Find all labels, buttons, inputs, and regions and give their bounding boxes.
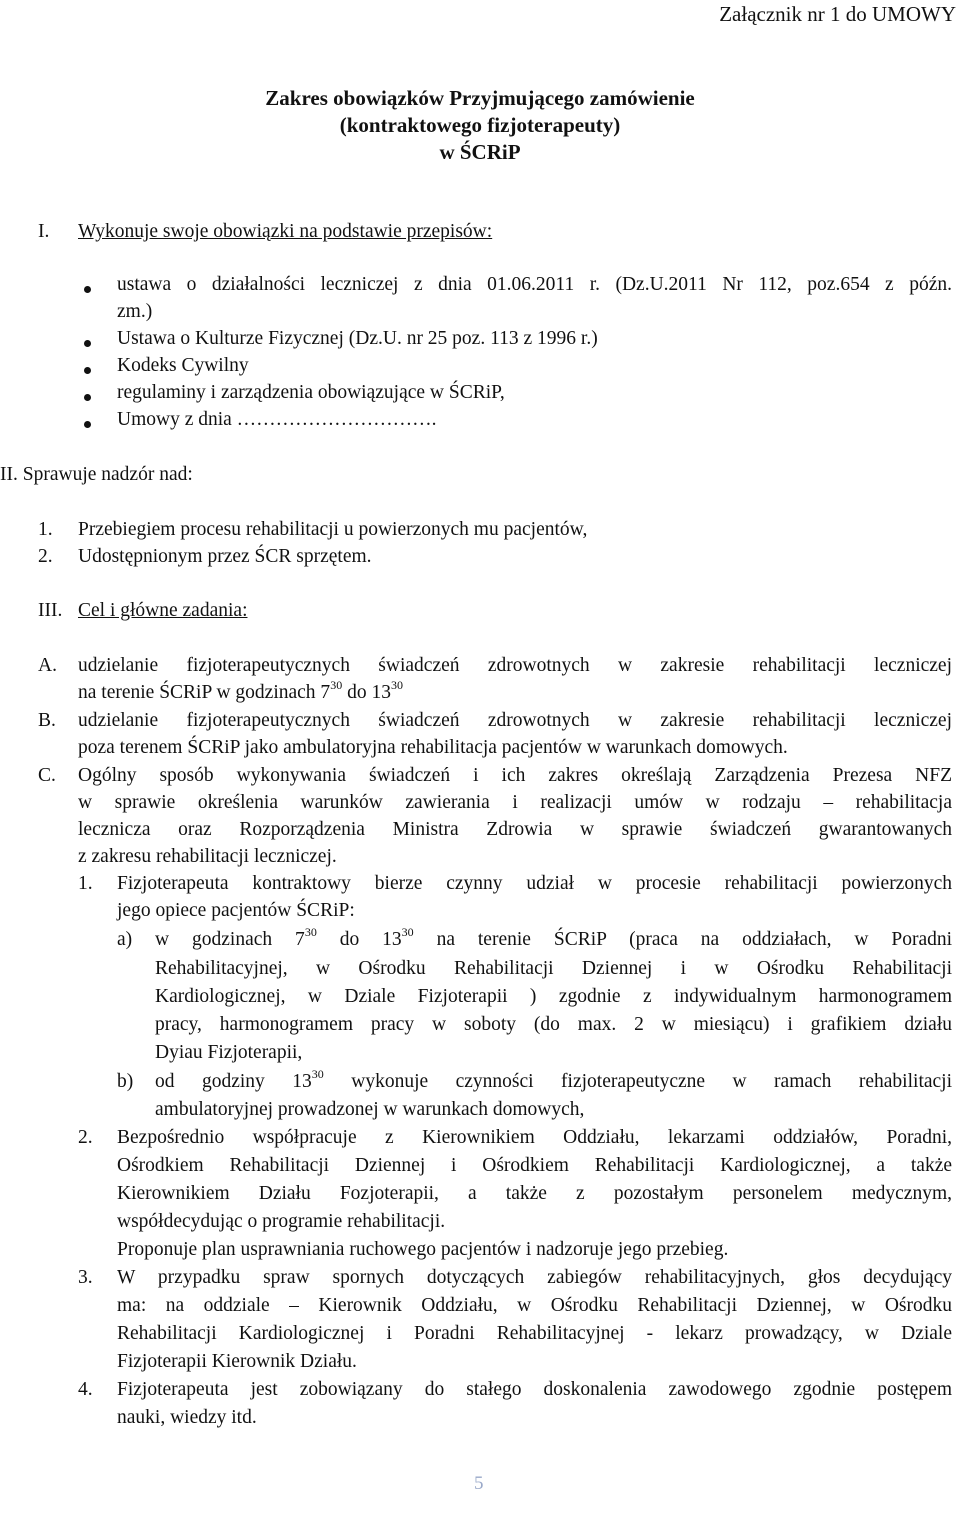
bullet-icon xyxy=(84,286,91,293)
section-3-heading: Cel i główne zadania: xyxy=(78,600,248,621)
legal-basis-item-1-line-1: ustawa o działalności leczniczej z dnia 01.06.2011 r. (Dz.U.2011 Nr 112, poz.654 z późn. xyxy=(117,274,952,295)
point-2-line-4: współdecydując o programie rehabilitacji. xyxy=(117,1211,446,1232)
section-2-heading: II. Sprawuje nadzór nad: xyxy=(0,464,193,485)
subpoint-a-line-3: Kardiologicznej, w Dziale Fizjoterapii ) zgodnie z indywidualnym harmonogramem xyxy=(155,986,952,1007)
subpoint-b-line-2: ambulatoryjnej prowadzonej w warunkach domowych, xyxy=(155,1099,585,1120)
supervision-item-1-number: 1. xyxy=(38,519,53,540)
task-c-line-1: Ogólny sposób wykonywania świadczeń i ich zakres określają Zarządzenia Prezesa NFZ xyxy=(78,765,952,786)
task-a-line-1: udzielanie fizjoterapeutycznych świadczeń zdrowotnych w zakresie rehabilitacji leczniczej xyxy=(78,655,952,676)
point-4-line-1: Fizjoterapeuta jest zobowiązany do stałego doskonalenia zawodowego zgodnie postępem xyxy=(117,1379,952,1400)
supervision-item-1: Przebiegiem procesu rehabilitacji u powierzonych mu pacjentów, xyxy=(78,519,588,540)
attachment-header: Załącznik nr 1 do UMOWY xyxy=(719,2,956,26)
page-number: 5 xyxy=(474,1473,484,1494)
task-c-label: C. xyxy=(38,765,56,786)
bullet-icon xyxy=(84,340,91,347)
point-4-number: 4. xyxy=(78,1379,93,1400)
section-1-number: I. xyxy=(38,221,50,242)
subpoint-b-line-1: od godziny $13^{30}$ wykonuje czynności fizjoterapeutyczne w ramach rehabilitacji xyxy=(155,1067,953,1092)
task-b-label: B. xyxy=(38,710,56,731)
bullet-icon xyxy=(84,367,91,374)
section-1-heading: Wykonuje swoje obowiązki na podstawie przepisów: xyxy=(78,221,493,242)
point-2-number: 2. xyxy=(78,1127,93,1148)
legal-basis-item-4: regulaminy i zarządzenia obowiązujące w ŚCRiP, xyxy=(117,382,505,403)
bullet-icon xyxy=(84,394,91,401)
point-3-line-4: Fizjoterapii Kierownik Działu. xyxy=(117,1351,357,1372)
document-title-line-1: Zakres obowiązków Przyjmującego zamówienie xyxy=(265,86,695,110)
legal-basis-item-2: Ustawa o Kulturze Fizycznej (Dz.U. nr 25 poz. 113 z 1996 r.) xyxy=(117,328,598,349)
bullet-icon xyxy=(84,421,91,428)
legal-basis-item-5: Umowy z dnia …………………………. xyxy=(117,409,437,430)
point-3-number: 3. xyxy=(78,1267,93,1288)
legal-basis-item-1-line-2: zm.) xyxy=(117,301,153,322)
section-3-number: III. xyxy=(38,600,63,621)
point-3-line-2: ma: na oddziale – Kierownik Oddziału, w Ośrodku Rehabilitacji Dziennej, w Ośrodku xyxy=(117,1295,952,1316)
task-c-line-2: w sprawie określenia warunków zawierania i realizacji umów w rodzaju – rehabilitacja xyxy=(78,792,952,813)
task-a-label: A. xyxy=(38,655,57,676)
point-2-line-3: Kierownikiem Działu Fozjoterapii, a także z pozostałym personelem medycznym, xyxy=(117,1183,952,1204)
subpoint-a-line-2: Rehabilitacyjnej, w Ośrodku Rehabilitacji Dziennej i w Ośrodku Rehabilitacji xyxy=(155,958,952,979)
legal-basis-item-3: Kodeks Cywilny xyxy=(117,355,249,376)
task-c-line-4: z zakresu rehabilitacji leczniczej. xyxy=(78,846,337,867)
subpoint-a-label: a) xyxy=(117,929,133,950)
subpoint-a-line-4: pracy, harmonogramem pracy w soboty (do max. 2 w miesiącu) i grafikiem działu xyxy=(155,1014,952,1035)
document-title-line-3: w ŚCRiP xyxy=(439,140,521,164)
point-3-line-1: W przypadku spraw spornych dotyczących zabiegów rehabilitacyjnych, głos decydujący xyxy=(117,1267,952,1288)
task-b-line-1: udzielanie fizjoterapeutycznych świadczeń zdrowotnych w zakresie rehabilitacji leczniczej xyxy=(78,710,952,731)
subpoint-a-line-5: Dyiau Fizjoterapii, xyxy=(155,1042,303,1063)
point-2-extra: Proponuje plan usprawniania ruchowego pacjentów i nadzoruje jego przebieg. xyxy=(117,1239,729,1260)
point-4-line-2: nauki, wiedzy itd. xyxy=(117,1407,257,1428)
task-c-line-3: lecznicza oraz Rozporządzenia Ministra Zdrowia w sprawie świadczeń gwarantowanych xyxy=(78,819,952,840)
task-b-line-2: poza terenem ŚCRiP jako ambulatoryjna rehabilitacja pacjentów w warunkach domowych. xyxy=(78,737,788,758)
subpoint-b-label: b) xyxy=(117,1071,134,1092)
point-1-line-2: jego opiece pacjentów ŚCRiP: xyxy=(117,900,355,921)
supervision-item-2-number: 2. xyxy=(38,546,53,567)
supervision-item-2: Udostępnionym przez ŚCR sprzętem. xyxy=(78,546,372,567)
point-1-number: 1. xyxy=(78,873,93,894)
subpoint-a-line-1: w godzinach $7^{30}$ do $13^{30}$ na terenie ŚCRiP (praca na oddziałach, w Poradni xyxy=(155,925,953,950)
point-3-line-3: Rehabilitacji Kardiologicznej i Poradni Rehabilitacyjnej - lekarz prowadzący, w Dziale xyxy=(117,1323,952,1344)
point-1-line-1: Fizjoterapeuta kontraktowy bierze czynny udział w procesie rehabilitacji powierzonych xyxy=(117,873,952,894)
document-title-line-2: (kontraktowego fizjoterapeuty) xyxy=(339,113,621,137)
task-a-line-2: na terenie ŚCRiP w godzinach $7^{30}$ do $13^{30}$ xyxy=(78,678,403,703)
point-2-line-2: Ośrodkiem Rehabilitacji Dziennej i Ośrodkiem Rehabilitacji Kardiologicznej, a także xyxy=(117,1155,952,1176)
point-2-line-1: Bezpośrednio współpracuje z Kierownikiem Oddziału, lekarzami oddziałów, Poradni, xyxy=(117,1127,952,1148)
